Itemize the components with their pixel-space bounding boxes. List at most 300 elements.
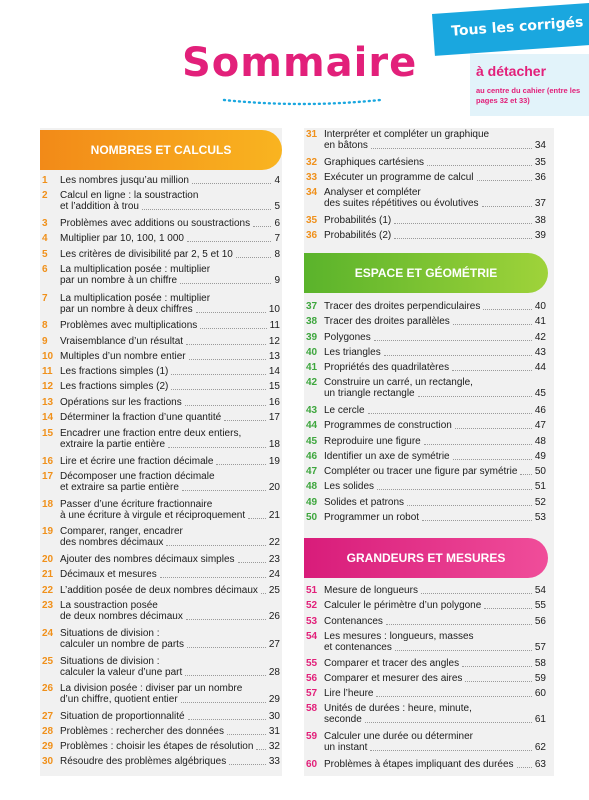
toc-entry-title: Comparer et mesurer des aires bbox=[324, 673, 463, 684]
toc-entry-page: 11 bbox=[269, 320, 280, 331]
toc-entry-page: 32 bbox=[268, 741, 280, 752]
toc-entry-title-line2: extraire la partie entière bbox=[60, 439, 166, 450]
detach-title: à détacher bbox=[476, 63, 547, 79]
toc-entry-number: 37 bbox=[306, 301, 318, 312]
toc-entry-page: 10 bbox=[268, 304, 280, 315]
toc-dot-leader bbox=[371, 148, 532, 149]
toc-entry-title: Opérations sur les fractions bbox=[60, 397, 182, 408]
toc-entry bbox=[42, 264, 280, 286]
toc-entry bbox=[42, 190, 280, 212]
toc-entry-number: 29 bbox=[42, 741, 54, 752]
toc-entry-number: 26 bbox=[42, 683, 54, 694]
toc-entry bbox=[306, 616, 546, 627]
section-header-nombres: NOMBRES ET CALCULS bbox=[40, 130, 282, 170]
toc-entry-title-line2: calculer un nombre de parts bbox=[60, 639, 184, 650]
toc-dot-leader bbox=[216, 464, 265, 465]
toc-entry-page: 59 bbox=[534, 673, 546, 684]
toc-entry-number: 59 bbox=[306, 731, 318, 742]
toc-entry-number: 49 bbox=[306, 497, 318, 508]
toc-entry-number: 7 bbox=[42, 293, 48, 304]
toc-entry bbox=[306, 215, 546, 226]
toc-entry-title: La multiplication posée : multiplier bbox=[60, 293, 211, 304]
toc-entry-title-line2: calculer la valeur d’une part bbox=[60, 667, 183, 678]
toc-entry-title-line2: à une écriture à virgule et réciproquement bbox=[60, 510, 246, 521]
toc-entry-title-line2: et l’addition à trou bbox=[60, 201, 139, 212]
toc-entry-number: 16 bbox=[42, 456, 54, 467]
toc-entry-title: Programmes de construction bbox=[324, 420, 452, 431]
toc-entry-title: La division posée : diviser par un nombre bbox=[60, 683, 243, 694]
toc-dot-leader bbox=[253, 226, 271, 227]
toc-entry-number: 60 bbox=[306, 759, 318, 770]
toc-entry-title: Propriétés des quadrilatères bbox=[324, 362, 450, 373]
toc-entry-title: Situations de division : bbox=[60, 656, 160, 667]
toc-entry-title: L’addition posée de deux nombres décimaux bbox=[60, 585, 258, 596]
toc-entry-number: 47 bbox=[306, 466, 318, 477]
toc-entry bbox=[306, 332, 546, 343]
toc-entry-number: 55 bbox=[306, 658, 318, 669]
toc-dot-leader bbox=[200, 328, 266, 329]
toc-entry bbox=[42, 351, 280, 362]
toc-entry-title: Exécuter un programme de calcul bbox=[324, 172, 474, 183]
toc-entry-number: 54 bbox=[306, 631, 318, 642]
toc-entry bbox=[42, 175, 280, 186]
toc-entry-number: 23 bbox=[42, 600, 54, 611]
toc-entry bbox=[306, 585, 546, 596]
toc-entry-title: Solides et patrons bbox=[324, 497, 405, 508]
toc-entry-number: 43 bbox=[306, 405, 318, 416]
toc-entry bbox=[42, 683, 280, 705]
toc-entry-number: 51 bbox=[306, 585, 318, 596]
toc-entry-page: 55 bbox=[534, 600, 546, 611]
toc-entry-title-line2: de deux nombres décimaux bbox=[60, 611, 183, 622]
toc-entry-page: 42 bbox=[534, 332, 546, 343]
toc-entry-number: 15 bbox=[42, 428, 54, 439]
toc-dot-leader bbox=[182, 490, 266, 491]
toc-entry-number: 20 bbox=[42, 554, 54, 565]
toc-entry-page: 12 bbox=[268, 336, 280, 347]
toc-entry-title: La soustraction posée bbox=[60, 600, 158, 611]
toc-dot-leader bbox=[517, 767, 532, 768]
toc-entry-page: 34 bbox=[534, 140, 546, 151]
toc-dot-leader bbox=[395, 650, 532, 651]
toc-entry-title: Identifier un axe de symétrie bbox=[324, 451, 450, 462]
toc-dot-leader bbox=[386, 624, 532, 625]
toc-entry-number: 40 bbox=[306, 347, 318, 358]
toc-entry bbox=[306, 451, 546, 462]
toc-dot-leader bbox=[186, 344, 266, 345]
toc-entry-number: 34 bbox=[306, 187, 318, 198]
toc-dot-leader bbox=[477, 180, 532, 181]
toc-dot-leader bbox=[482, 206, 532, 207]
toc-entry-title: Construire un carré, un rectangle, bbox=[324, 377, 473, 388]
toc-dot-leader bbox=[229, 764, 266, 765]
toc-dot-leader bbox=[168, 447, 266, 448]
toc-entry-title: Calculer une durée ou déterminer bbox=[324, 731, 473, 742]
toc-entry-number: 35 bbox=[306, 215, 318, 226]
toc-entry-page: 18 bbox=[268, 439, 280, 450]
toc-entry-page: 48 bbox=[534, 436, 546, 447]
toc-entry-number: 1 bbox=[42, 175, 48, 186]
toc-entry-page: 7 bbox=[274, 233, 280, 244]
toc-entry-title: Le cercle bbox=[324, 405, 365, 416]
toc-entry-number: 11 bbox=[42, 366, 53, 377]
toc-entry-title: Contenances bbox=[324, 616, 383, 627]
toc-entry-page: 50 bbox=[534, 466, 546, 477]
toc-entry-number: 9 bbox=[42, 336, 48, 347]
toc-entry-title-line2: seconde bbox=[324, 714, 362, 725]
toc-entry bbox=[42, 336, 280, 347]
toc-entry bbox=[306, 600, 546, 611]
toc-entry-number: 27 bbox=[42, 711, 54, 722]
toc-entry bbox=[306, 759, 546, 770]
toc-entry-title: Analyser et compléter bbox=[324, 187, 421, 198]
toc-entry-title: Les nombres jusqu’au million bbox=[60, 175, 189, 186]
toc-entry-title-line2: des suites répétitives ou évolutives bbox=[324, 198, 479, 209]
toc-entry-page: 56 bbox=[534, 616, 546, 627]
toc-entry-page: 45 bbox=[534, 388, 546, 399]
toc-entry-title: Situation de proportionnalité bbox=[60, 711, 185, 722]
toc-entry bbox=[306, 377, 546, 399]
toc-dot-leader bbox=[256, 749, 265, 750]
toc-entry bbox=[306, 497, 546, 508]
toc-entry-number: 38 bbox=[306, 316, 318, 327]
toc-entry-page: 54 bbox=[534, 585, 546, 596]
toc-entry-title-line2: en bâtons bbox=[324, 140, 368, 151]
toc-entry-number: 6 bbox=[42, 264, 48, 275]
toc-entry-number: 5 bbox=[42, 249, 48, 260]
toc-entry bbox=[42, 554, 280, 565]
toc-dot-leader bbox=[462, 666, 532, 667]
toc-entry-title: Les mesures : longueurs, masses bbox=[324, 631, 474, 642]
toc-entry-number: 46 bbox=[306, 451, 318, 462]
toc-entry-title-line2: par un nombre à deux chiffres bbox=[60, 304, 193, 315]
toc-entry-page: 37 bbox=[534, 198, 546, 209]
toc-entry-page: 47 bbox=[534, 420, 546, 431]
toc-dot-leader bbox=[465, 681, 531, 682]
toc-entry-number: 36 bbox=[306, 230, 318, 241]
toc-dot-leader bbox=[166, 545, 265, 546]
toc-entry-page: 22 bbox=[268, 537, 280, 548]
toc-entry-page: 9 bbox=[274, 275, 280, 286]
toc-dot-leader bbox=[484, 608, 532, 609]
toc-dot-leader bbox=[187, 647, 266, 648]
toc-entry bbox=[42, 233, 280, 244]
toc-entry-title-line2: et extraire sa partie entière bbox=[60, 482, 179, 493]
toc-entry bbox=[306, 187, 546, 209]
toc-dot-leader bbox=[238, 562, 266, 563]
toc-dot-leader bbox=[520, 474, 531, 475]
toc-entry bbox=[306, 688, 546, 699]
toc-entry-title: Multiples d’un nombre entier bbox=[60, 351, 186, 362]
toc-entry-title: Les critères de divisibilité par 2, 5 et 10 bbox=[60, 249, 233, 260]
toc-dot-leader bbox=[421, 593, 532, 594]
toc-entry-page: 44 bbox=[534, 362, 546, 373]
toc-entry-title: Probabilités (1) bbox=[324, 215, 392, 226]
toc-entry-page: 38 bbox=[534, 215, 546, 226]
toc-entry-page: 58 bbox=[534, 658, 546, 669]
toc-entry bbox=[42, 741, 280, 752]
toc-entry-title: Les fractions simples (1) bbox=[60, 366, 169, 377]
toc-entry bbox=[42, 471, 280, 493]
toc-dot-leader bbox=[422, 520, 532, 521]
toc-entry-page: 36 bbox=[534, 172, 546, 183]
toc-entry-page: 43 bbox=[534, 347, 546, 358]
toc-entry-page: 30 bbox=[268, 711, 280, 722]
toc-entry-page: 53 bbox=[534, 512, 546, 523]
toc-dot-leader bbox=[171, 389, 266, 390]
toc-entry-number: 18 bbox=[42, 499, 54, 510]
toc-dot-leader bbox=[418, 396, 532, 397]
toc-dot-leader bbox=[185, 675, 266, 676]
toc-entry-page: 19 bbox=[268, 456, 280, 467]
toc-dot-leader bbox=[236, 257, 272, 258]
toc-dot-leader bbox=[171, 374, 266, 375]
toc-dot-leader bbox=[384, 355, 532, 356]
toc-entry-title-line2: et contenances bbox=[324, 642, 392, 653]
toc-entry bbox=[306, 466, 546, 477]
toc-entry bbox=[306, 673, 546, 684]
toc-entry-number: 48 bbox=[306, 481, 318, 492]
toc-entry-title: Résoudre des problèmes algébriques bbox=[60, 756, 227, 767]
toc-entry-page: 62 bbox=[534, 742, 546, 753]
toc-dot-leader bbox=[368, 413, 532, 414]
toc-entry-title-line2: des nombres décimaux bbox=[60, 537, 164, 548]
toc-entry-number: 53 bbox=[306, 616, 318, 627]
toc-entry bbox=[306, 316, 546, 327]
toc-entry-page: 8 bbox=[274, 249, 280, 260]
toc-dot-leader bbox=[180, 283, 271, 284]
toc-entry-number: 2 bbox=[42, 190, 48, 201]
toc-dot-leader bbox=[455, 428, 532, 429]
toc-entry-page: 25 bbox=[268, 585, 280, 596]
toc-entry bbox=[306, 420, 546, 431]
toc-entry-number: 50 bbox=[306, 512, 318, 523]
toc-entry-page: 23 bbox=[268, 554, 280, 565]
toc-entry bbox=[306, 703, 546, 725]
toc-entry-title: Problèmes à étapes impliquant des durées bbox=[324, 759, 514, 770]
toc-entry bbox=[306, 129, 546, 151]
toc-entry bbox=[42, 656, 280, 678]
toc-entry-page: 31 bbox=[268, 726, 280, 737]
toc-entry-number: 45 bbox=[306, 436, 318, 447]
toc-entry-title: Les solides bbox=[324, 481, 375, 492]
toc-entry-number: 33 bbox=[306, 172, 318, 183]
toc-entry-page: 29 bbox=[268, 694, 280, 705]
toc-dot-leader bbox=[452, 370, 532, 371]
toc-entry-number: 28 bbox=[42, 726, 54, 737]
toc-entry bbox=[306, 436, 546, 447]
toc-entry bbox=[306, 347, 546, 358]
toc-entry-page: 63 bbox=[534, 759, 546, 770]
toc-entry-number: 30 bbox=[42, 756, 54, 767]
toc-entry-page: 4 bbox=[274, 175, 280, 186]
toc-entry bbox=[42, 499, 280, 521]
toc-entry-title: Reproduire une figure bbox=[324, 436, 421, 447]
toc-entry-title: Problèmes avec additions ou soustractions bbox=[60, 218, 251, 229]
toc-dot-leader bbox=[192, 183, 271, 184]
toc-entry bbox=[42, 600, 280, 622]
toc-entry-number: 13 bbox=[42, 397, 54, 408]
toc-entry-title: Polygones bbox=[324, 332, 371, 343]
toc-entry bbox=[42, 320, 280, 331]
toc-dot-leader bbox=[187, 241, 271, 242]
section-header-espace: ESPACE ET GÉOMÉTRIE bbox=[304, 253, 548, 293]
toc-dot-leader bbox=[142, 209, 271, 210]
toc-entry-title: Unités de durées : heure, minute, bbox=[324, 703, 472, 714]
toc-entry-title: Mesure de longueurs bbox=[324, 585, 418, 596]
toc-entry-title: Situations de division : bbox=[60, 628, 160, 639]
toc-dot-leader bbox=[227, 734, 266, 735]
toc-entry-page: 15 bbox=[268, 381, 280, 392]
toc-entry-title: Tracer des droites parallèles bbox=[324, 316, 450, 327]
section-header-grandeurs: GRANDEURS ET MESURES bbox=[304, 538, 548, 578]
toc-entry-title: Lire l’heure bbox=[324, 688, 374, 699]
toc-entry bbox=[42, 628, 280, 650]
toc-entry-title-line2: un instant bbox=[324, 742, 368, 753]
toc-entry-title: Probabilités (2) bbox=[324, 230, 392, 241]
toc-entry-title: Décimaux et mesures bbox=[60, 569, 157, 580]
toc-entry-page: 41 bbox=[534, 316, 546, 327]
toc-entry-number: 31 bbox=[306, 129, 318, 140]
toc-entry-title-line2: d’un chiffre, quotient entier bbox=[60, 694, 178, 705]
toc-entry-title: Problèmes avec multiplications bbox=[60, 320, 198, 331]
toc-entry-page: 27 bbox=[268, 639, 280, 650]
toc-entry bbox=[306, 157, 546, 168]
toc-entry-page: 51 bbox=[534, 481, 546, 492]
toc-entry-title: Les triangles bbox=[324, 347, 381, 358]
toc-entry bbox=[42, 711, 280, 722]
toc-entry-title: La multiplication posée : multiplier bbox=[60, 264, 211, 275]
toc-entry-title: Tracer des droites perpendiculaires bbox=[324, 301, 481, 312]
toc-entry bbox=[42, 397, 280, 408]
toc-entry bbox=[42, 218, 280, 229]
toc-entry-page: 61 bbox=[534, 714, 546, 725]
toc-entry-title: Décomposer une fraction décimale bbox=[60, 471, 215, 482]
toc-entry bbox=[42, 585, 280, 596]
corrections-banner: Tous les corrigés bbox=[432, 2, 589, 56]
toc-entry-number: 32 bbox=[306, 157, 318, 168]
toc-entry-page: 24 bbox=[268, 569, 280, 580]
toc-entry bbox=[306, 172, 546, 183]
toc-entry-title: Ajouter des nombres décimaux simples bbox=[60, 554, 235, 565]
toc-entry-page: 33 bbox=[268, 756, 280, 767]
toc-entry-title: Vraisemblance d’un résultat bbox=[60, 336, 184, 347]
toc-entry-number: 4 bbox=[42, 233, 48, 244]
toc-entry bbox=[42, 366, 280, 377]
toc-dot-leader bbox=[224, 420, 266, 421]
toc-entry-number: 56 bbox=[306, 673, 318, 684]
toc-entry-page: 39 bbox=[534, 230, 546, 241]
toc-dot-leader bbox=[160, 577, 266, 578]
toc-entry-page: 28 bbox=[268, 667, 280, 678]
toc-entry-number: 42 bbox=[306, 377, 318, 388]
toc-entry-title: Encadrer une fraction entre deux entiers, bbox=[60, 428, 242, 439]
toc-entry-number: 24 bbox=[42, 628, 54, 639]
toc-dot-leader bbox=[261, 593, 266, 594]
toc-entry bbox=[42, 526, 280, 548]
toc-dot-leader bbox=[453, 459, 532, 460]
toc-dot-leader bbox=[394, 223, 532, 224]
toc-dot-leader bbox=[394, 238, 532, 239]
toc-dot-leader bbox=[365, 722, 532, 723]
toc-entry-page: 6 bbox=[274, 218, 280, 229]
toc-dot-leader bbox=[424, 444, 532, 445]
toc-entry-number: 57 bbox=[306, 688, 318, 699]
toc-dot-leader bbox=[181, 702, 266, 703]
toc-entry bbox=[42, 412, 280, 423]
toc-entry bbox=[42, 569, 280, 580]
toc-entry-number: 3 bbox=[42, 218, 48, 229]
toc-entry-number: 14 bbox=[42, 412, 54, 423]
toc-entry bbox=[306, 362, 546, 373]
toc-entry-title: Lire et écrire une fraction décimale bbox=[60, 456, 214, 467]
toc-entry-title: Interpréter et compléter un graphique bbox=[324, 129, 490, 140]
toc-dot-leader bbox=[377, 489, 532, 490]
toc-entry bbox=[306, 405, 546, 416]
toc-dot-leader bbox=[374, 340, 532, 341]
toc-dot-leader bbox=[189, 359, 266, 360]
toc-dot-leader bbox=[427, 165, 532, 166]
toc-entry-page: 40 bbox=[534, 301, 546, 312]
title-underline-dots bbox=[222, 98, 382, 106]
toc-dot-leader bbox=[453, 324, 532, 325]
toc-entry-number: 17 bbox=[42, 471, 54, 482]
toc-entry-page: 13 bbox=[268, 351, 280, 362]
toc-dot-leader bbox=[483, 309, 532, 310]
toc-entry-page: 5 bbox=[274, 201, 280, 212]
toc-entry bbox=[42, 381, 280, 392]
toc-entry bbox=[42, 756, 280, 767]
toc-entry-number: 58 bbox=[306, 703, 318, 714]
toc-entry-number: 10 bbox=[42, 351, 54, 362]
toc-entry-page: 57 bbox=[534, 642, 546, 653]
toc-entry-number: 41 bbox=[306, 362, 318, 373]
toc-entry-title: Programmer un robot bbox=[324, 512, 420, 523]
toc-entry-title: Déterminer la fraction d’une quantité bbox=[60, 412, 222, 423]
toc-entry-page: 46 bbox=[534, 405, 546, 416]
toc-entry-number: 8 bbox=[42, 320, 48, 331]
toc-dot-leader bbox=[407, 505, 532, 506]
toc-entry bbox=[42, 293, 280, 315]
toc-entry-title: Calculer le périmètre d’un polygone bbox=[324, 600, 482, 611]
toc-entry-page: 52 bbox=[534, 497, 546, 508]
toc-dot-leader bbox=[186, 619, 266, 620]
detach-subtitle: au centre du cahier (entre les pages 32 et 33) bbox=[476, 86, 581, 105]
toc-dot-leader bbox=[188, 719, 266, 720]
toc-entry bbox=[306, 301, 546, 312]
toc-entry bbox=[306, 481, 546, 492]
toc-entry bbox=[306, 731, 546, 753]
toc-entry-page: 20 bbox=[268, 482, 280, 493]
toc-entry-title-line2: par un nombre à un chiffre bbox=[60, 275, 178, 286]
toc-entry-page: 60 bbox=[534, 688, 546, 699]
toc-entry-number: 44 bbox=[306, 420, 318, 431]
toc-entry-number: 21 bbox=[42, 569, 54, 580]
toc-dot-leader bbox=[376, 696, 531, 697]
toc-entry-number: 39 bbox=[306, 332, 318, 343]
toc-entry-page: 21 bbox=[268, 510, 280, 521]
toc-entry-number: 19 bbox=[42, 526, 54, 537]
toc-dot-leader bbox=[370, 750, 532, 751]
toc-entry-title: Calcul en ligne : la soustraction bbox=[60, 190, 199, 201]
toc-entry bbox=[306, 230, 546, 241]
toc-entry-page: 17 bbox=[268, 412, 280, 423]
toc-entry bbox=[306, 512, 546, 523]
toc-entry bbox=[42, 726, 280, 737]
toc-dot-leader bbox=[248, 518, 266, 519]
toc-entry bbox=[42, 249, 280, 260]
toc-entry-page: 49 bbox=[534, 451, 546, 462]
